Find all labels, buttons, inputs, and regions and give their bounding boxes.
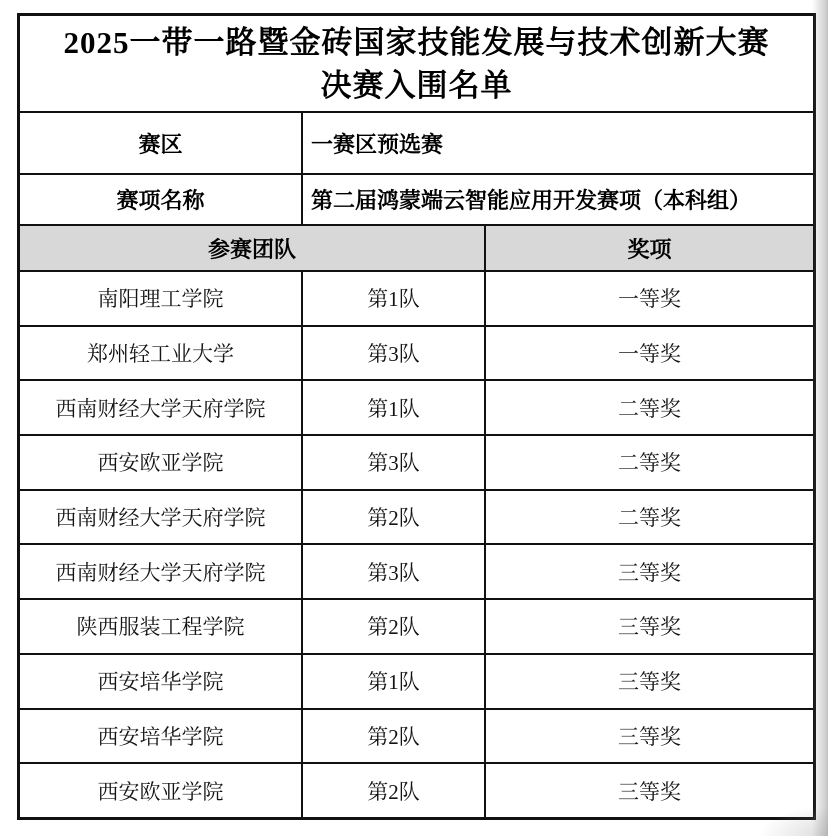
table-row <box>20 762 813 817</box>
results-table <box>17 13 816 820</box>
school-cell: 西安欧亚学院 <box>20 436 303 489</box>
team-cell: 第1队 <box>303 272 486 325</box>
info-row-zone <box>20 111 813 173</box>
team-cell: 第3队 <box>303 545 486 598</box>
zone-value: 一赛区预选赛 <box>311 131 444 157</box>
event-name-label: 赛项名称 <box>20 175 303 224</box>
team-cell: 第1队 <box>303 381 486 434</box>
table-row <box>20 653 813 708</box>
info-row-event-name <box>20 173 813 224</box>
school-cell: 西安培华学院 <box>20 710 303 763</box>
table-row <box>20 489 813 544</box>
award-cell: 三等奖 <box>618 724 681 749</box>
document-title <box>20 16 813 111</box>
team-cell: 第3队 <box>303 436 486 489</box>
table-header-row <box>20 224 813 270</box>
table-row <box>20 379 813 434</box>
table-row <box>20 708 813 763</box>
award-cell: 二等奖 <box>618 451 681 476</box>
team-cell: 第2队 <box>303 491 486 544</box>
award-cell: 一等奖 <box>618 287 681 312</box>
zone-label: 赛区 <box>20 113 303 173</box>
table-row <box>20 270 813 325</box>
title-line-2: 决赛入围名单 <box>320 67 513 103</box>
team-cell: 第2队 <box>303 600 486 653</box>
school-cell: 陕西服装工程学院 <box>20 600 303 653</box>
team-cell: 第1队 <box>303 655 486 708</box>
table-row <box>20 543 813 598</box>
school-cell: 郑州轻工业大学 <box>20 327 303 380</box>
award-cell: 三等奖 <box>618 615 681 640</box>
school-cell: 西南财经大学天府学院 <box>20 381 303 434</box>
team-cell: 第2队 <box>303 764 486 817</box>
title-line-1: 2025一带一路暨金砖国家技能发展与技术创新大赛 <box>63 24 770 60</box>
school-cell: 西南财经大学天府学院 <box>20 545 303 598</box>
school-cell: 西安培华学院 <box>20 655 303 708</box>
school-cell: 西安欧亚学院 <box>20 764 303 817</box>
award-cell: 二等奖 <box>618 506 681 531</box>
table-row <box>20 325 813 380</box>
title-row <box>20 16 813 111</box>
award-cell: 三等奖 <box>618 779 681 804</box>
team-cell: 第2队 <box>303 710 486 763</box>
award-cell: 二等奖 <box>618 396 681 421</box>
header-team-column: 参赛团队 <box>20 226 486 270</box>
award-cell: 一等奖 <box>618 342 681 367</box>
header-award-column: 奖项 <box>627 236 672 262</box>
award-cell: 三等奖 <box>618 560 681 585</box>
table-row <box>20 434 813 489</box>
table-row <box>20 598 813 653</box>
award-cell: 三等奖 <box>618 670 681 695</box>
team-cell: 第3队 <box>303 327 486 380</box>
school-cell: 南阳理工学院 <box>20 272 303 325</box>
school-cell: 西南财经大学天府学院 <box>20 491 303 544</box>
event-name-value: 第二届鸿蒙端云智能应用开发赛项（本科组） <box>311 188 752 213</box>
